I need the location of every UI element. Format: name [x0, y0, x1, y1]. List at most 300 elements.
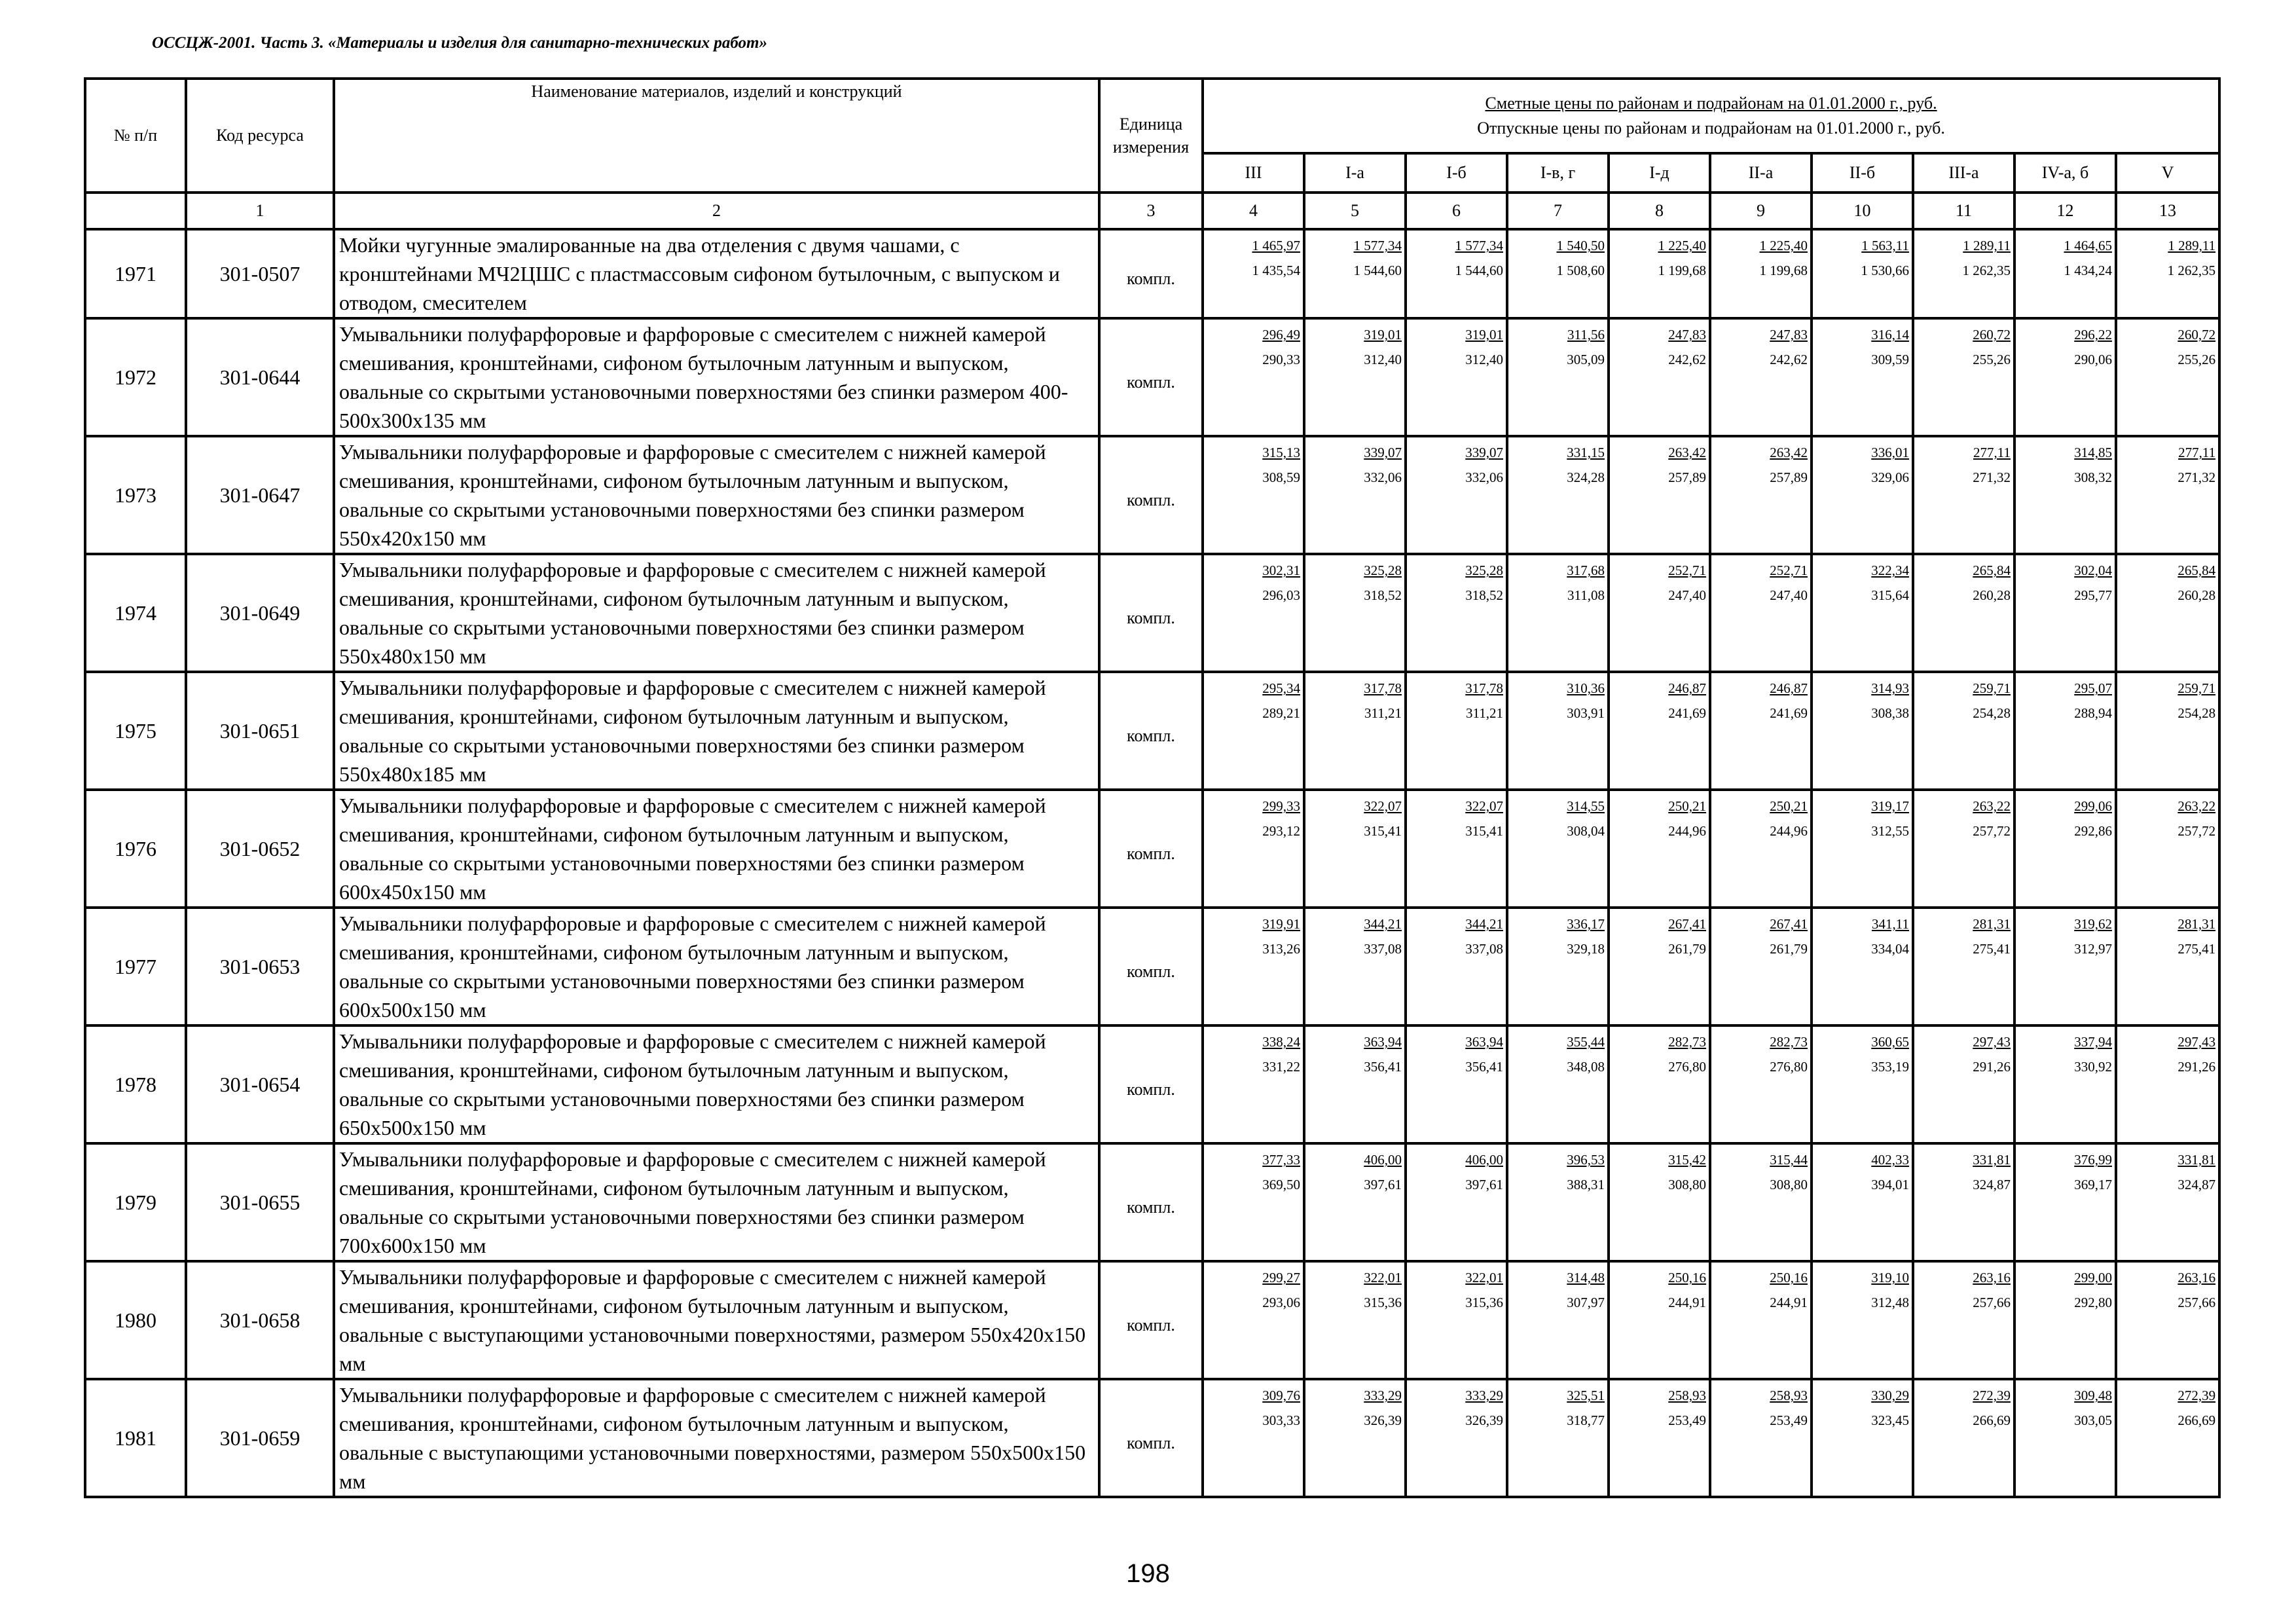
- price-cell: [1406, 229, 1507, 318]
- release-price: 296,03: [1262, 587, 1300, 603]
- price-cell: [2014, 554, 2116, 672]
- item-name: Умывальники полуфарфоровые и фарфоровые с смесителем с нижней камерой смешивания, кронштейнами, сифоном бутылочным латунным и выпуском, овальные со скрытыми установочными поверхностями без спинки размером 550x420x150 мм: [334, 436, 1099, 554]
- estimate-price: 319,62: [2074, 916, 2112, 932]
- estimate-price: 252,71: [1770, 563, 1808, 578]
- estimate-price: 310,36: [1567, 680, 1605, 696]
- price-cell: [1812, 318, 1913, 436]
- estimate-price: 260,72: [2178, 327, 2216, 342]
- release-price: 254,28: [2178, 705, 2216, 721]
- estimate-price: 281,31: [2178, 916, 2216, 932]
- price-cell: [2014, 1261, 2116, 1379]
- release-price: 311,21: [1466, 705, 1503, 721]
- release-price: 257,72: [1973, 823, 2011, 839]
- header-region: III-а: [1913, 153, 2014, 193]
- price-cell: [1812, 1379, 1913, 1497]
- price-cell: [1304, 1261, 1406, 1379]
- resource-code: 301-0644: [186, 318, 334, 436]
- estimate-price: 263,42: [1668, 445, 1706, 460]
- estimate-price: 319,01: [1364, 327, 1402, 342]
- estimate-price: 317,78: [1465, 680, 1503, 696]
- price-cell: [1913, 436, 2014, 554]
- header-row-column-numbers: [85, 193, 2219, 229]
- price-cell: [1609, 1143, 1710, 1261]
- price-cell: [2116, 672, 2219, 790]
- price-cell: [1507, 1143, 1609, 1261]
- price-cell: [1710, 229, 1812, 318]
- release-price: 1 530,66: [1861, 263, 1909, 278]
- release-price: 326,39: [1465, 1412, 1503, 1428]
- estimate-price: 333,29: [1364, 1388, 1402, 1403]
- estimate-price: 297,43: [2178, 1034, 2216, 1050]
- price-cell: [1913, 1025, 2014, 1143]
- estimate-price: 277,11: [1973, 445, 2011, 460]
- estimate-price: 1 465,97: [1252, 238, 1300, 253]
- release-price: 1 544,60: [1353, 263, 1402, 278]
- price-cell: [2116, 554, 2219, 672]
- header-name: Наименование материалов, изделий и конструкций: [334, 79, 1099, 193]
- unit-of-measure: компл.: [1099, 1143, 1203, 1261]
- unit-of-measure: компл.: [1099, 436, 1203, 554]
- release-price: 315,41: [1465, 823, 1503, 839]
- column-number: 8: [1609, 193, 1710, 229]
- price-cell: [1507, 672, 1609, 790]
- release-price: 253,49: [1770, 1412, 1808, 1428]
- price-cell: [1913, 908, 2014, 1025]
- estimate-price: 314,85: [2074, 445, 2112, 460]
- estimate-price: 316,14: [1871, 327, 1909, 342]
- unit-of-measure: компл.: [1099, 672, 1203, 790]
- price-cell: [1710, 672, 1812, 790]
- estimate-price: 246,87: [1770, 680, 1808, 696]
- release-price: 257,89: [1770, 470, 1808, 485]
- price-cell: [1913, 554, 2014, 672]
- estimate-price: 406,00: [1465, 1152, 1503, 1168]
- release-price: 305,09: [1567, 352, 1605, 367]
- estimate-price: 322,01: [1364, 1270, 1402, 1285]
- resource-code: 301-0654: [186, 1025, 334, 1143]
- release-price: 353,19: [1871, 1059, 1909, 1075]
- release-price: 315,41: [1364, 823, 1402, 839]
- estimate-price: 314,55: [1567, 798, 1605, 814]
- price-cell: [2014, 790, 2116, 908]
- price-cell: [2014, 1143, 2116, 1261]
- release-price: 332,06: [1364, 470, 1402, 485]
- release-price: 309,59: [1871, 352, 1909, 367]
- release-price: 260,28: [2178, 587, 2216, 603]
- row-number: 1981: [85, 1379, 186, 1497]
- release-price: 303,05: [2074, 1412, 2112, 1428]
- price-cell: [1406, 1143, 1507, 1261]
- release-price: 326,39: [1364, 1412, 1402, 1428]
- estimate-price: 247,83: [1770, 327, 1808, 342]
- header-region: III: [1203, 153, 1304, 193]
- price-cell: [1609, 436, 1710, 554]
- price-cell: [1609, 1379, 1710, 1497]
- table-row: [85, 1143, 2219, 1261]
- table-row: [85, 436, 2219, 554]
- price-cell: [1304, 554, 1406, 672]
- header-unit: Единица измерения: [1099, 79, 1203, 193]
- price-cell: [1812, 1025, 1913, 1143]
- release-price: 369,17: [2074, 1177, 2112, 1192]
- estimate-price: 319,91: [1262, 916, 1300, 932]
- release-price: 323,45: [1871, 1412, 1909, 1428]
- release-price: 1 544,60: [1455, 263, 1503, 278]
- unit-of-measure: компл.: [1099, 1379, 1203, 1497]
- release-price: 253,49: [1668, 1412, 1706, 1428]
- estimate-price: 1 464,65: [2064, 238, 2112, 253]
- release-price: 1 435,54: [1252, 263, 1300, 278]
- price-cell: [1304, 318, 1406, 436]
- estimate-price: 1 289,11: [2168, 238, 2216, 253]
- release-price: 337,08: [1465, 941, 1503, 957]
- column-number: 7: [1507, 193, 1609, 229]
- column-number: 10: [1812, 193, 1913, 229]
- estimate-price: 258,93: [1770, 1388, 1808, 1403]
- release-price: 255,26: [1973, 352, 2011, 367]
- estimate-price: 322,07: [1364, 798, 1402, 814]
- release-price: 311,21: [1364, 705, 1402, 721]
- release-price: 324,28: [1567, 470, 1605, 485]
- release-price: 271,32: [1973, 470, 2011, 485]
- release-price: 290,33: [1262, 352, 1300, 367]
- release-price: 247,40: [1668, 587, 1706, 603]
- price-cell: [2116, 1261, 2219, 1379]
- release-price: 356,41: [1364, 1059, 1402, 1075]
- estimate-price: 302,31: [1262, 563, 1300, 578]
- price-cell: [1507, 318, 1609, 436]
- release-price: 312,55: [1871, 823, 1909, 839]
- price-cell: [1304, 1143, 1406, 1261]
- estimate-price: 331,81: [1973, 1152, 2011, 1168]
- release-price: 292,80: [2074, 1295, 2112, 1310]
- estimate-price: 331,15: [1567, 445, 1605, 460]
- release-price: 307,97: [1567, 1295, 1605, 1310]
- estimate-price: 295,34: [1262, 680, 1300, 696]
- table-row: [85, 318, 2219, 436]
- release-price: 315,64: [1871, 587, 1909, 603]
- release-price: 334,04: [1871, 941, 1909, 957]
- release-price: 330,92: [2074, 1059, 2112, 1075]
- price-cell: [2116, 1379, 2219, 1497]
- release-price: 331,22: [1262, 1059, 1300, 1075]
- price-cell: [2116, 229, 2219, 318]
- estimate-price: 250,16: [1770, 1270, 1808, 1285]
- price-cell: [1812, 1261, 1913, 1379]
- estimate-price: 299,27: [1262, 1270, 1300, 1285]
- release-price: 291,26: [1973, 1059, 2011, 1075]
- release-price: 308,80: [1668, 1177, 1706, 1192]
- estimate-price: 299,06: [2074, 798, 2112, 814]
- price-cell: [1406, 790, 1507, 908]
- price-cell: [1203, 436, 1304, 554]
- header-row-prices: [85, 79, 2219, 153]
- estimate-price: 1 540,50: [1556, 238, 1605, 253]
- header-region: I-а: [1304, 153, 1406, 193]
- header-code: Код ресурса: [186, 79, 334, 193]
- estimate-price: 319,10: [1871, 1270, 1909, 1285]
- release-price: 271,32: [2178, 470, 2216, 485]
- estimate-price: 317,68: [1567, 563, 1605, 578]
- price-cell: [1710, 318, 1812, 436]
- price-cell: [1710, 436, 1812, 554]
- header-region: V: [2116, 153, 2219, 193]
- estimate-price: 282,73: [1668, 1034, 1706, 1050]
- price-cell: [1913, 229, 2014, 318]
- estimate-price: 258,93: [1668, 1388, 1706, 1403]
- estimate-price: 263,16: [2178, 1270, 2216, 1285]
- estimate-price: 339,07: [1465, 445, 1503, 460]
- release-price: 348,08: [1567, 1059, 1605, 1075]
- column-number: 2: [334, 193, 1099, 229]
- release-price: 275,41: [1973, 941, 2011, 957]
- price-cell: [1203, 908, 1304, 1025]
- row-number: 1979: [85, 1143, 186, 1261]
- price-cell: [2014, 1025, 2116, 1143]
- estimate-price: 263,22: [1973, 798, 2011, 814]
- release-price: 289,21: [1262, 705, 1300, 721]
- release-price: 1 199,68: [1658, 263, 1706, 278]
- price-cell: [1507, 436, 1609, 554]
- release-price: 312,40: [1465, 352, 1503, 367]
- price-cell: [1710, 908, 1812, 1025]
- estimate-price: 281,31: [1973, 916, 2011, 932]
- estimate-price: 315,42: [1668, 1152, 1706, 1168]
- price-cell: [1507, 790, 1609, 908]
- release-price: 318,52: [1364, 587, 1402, 603]
- release-price: 292,86: [2074, 823, 2112, 839]
- document-header: ОССЦЖ-2001. Часть 3. «Материалы и изделия для санитарно-технических работ»: [152, 34, 767, 52]
- price-cell: [1812, 672, 1913, 790]
- release-price: 303,33: [1262, 1412, 1300, 1428]
- price-cell: [1812, 436, 1913, 554]
- unit-of-measure: компл.: [1099, 790, 1203, 908]
- row-number: 1980: [85, 1261, 186, 1379]
- release-price: 291,26: [2178, 1059, 2216, 1075]
- release-price: 308,38: [1871, 705, 1909, 721]
- release-price: 318,77: [1567, 1412, 1605, 1428]
- resource-code: 301-0647: [186, 436, 334, 554]
- item-name: Умывальники полуфарфоровые и фарфоровые с смесителем с нижней камерой смешивания, кронштейнами, сифоном бутылочным латунным и выпуском, овальные с выступающими установочными поверхностями, размером 550x500x150 мм: [334, 1379, 1099, 1497]
- price-cell: [1710, 1143, 1812, 1261]
- price-cell: [1913, 1261, 2014, 1379]
- estimate-price: 314,48: [1567, 1270, 1605, 1285]
- release-price: 388,31: [1567, 1177, 1605, 1192]
- price-cell: [1710, 554, 1812, 672]
- table-row: [85, 790, 2219, 908]
- release-price: 303,91: [1567, 705, 1605, 721]
- column-number: 12: [2014, 193, 2116, 229]
- price-cell: [1913, 318, 2014, 436]
- price-cell: [1913, 1143, 2014, 1261]
- estimate-price: 363,94: [1465, 1034, 1503, 1050]
- price-cell: [1203, 1261, 1304, 1379]
- release-price: 241,69: [1770, 705, 1808, 721]
- header-prices: [1203, 79, 2219, 153]
- estimate-price: 355,44: [1567, 1034, 1605, 1050]
- resource-code: 301-0655: [186, 1143, 334, 1261]
- release-price: 318,52: [1465, 587, 1503, 603]
- resource-code: 301-0659: [186, 1379, 334, 1497]
- estimate-price: 246,87: [1668, 680, 1706, 696]
- price-cell: [1507, 554, 1609, 672]
- release-price: 257,89: [1668, 470, 1706, 485]
- price-cell: [1710, 1261, 1812, 1379]
- price-cell: [1203, 790, 1304, 908]
- release-price: 257,72: [2178, 823, 2216, 839]
- release-price: 356,41: [1465, 1059, 1503, 1075]
- header-region: I-в, г: [1507, 153, 1609, 193]
- item-name: Умывальники полуфарфоровые и фарфоровые с смесителем с нижней камерой смешивания, кронштейнами, сифоном бутылочным латунным и выпуском, овальные со скрытыми установочными поверхностями без спинки размером 650x500x150 мм: [334, 1025, 1099, 1143]
- unit-of-measure: компл.: [1099, 908, 1203, 1025]
- estimate-price: 1 563,11: [1861, 238, 1909, 253]
- item-name: Умывальники полуфарфоровые и фарфоровые с смесителем с нижней камерой смешивания, кронштейнами, сифоном бутылочным латунным и выпуском, овальные со скрытыми установочными поверхностями без спинки размером 700x600x150 мм: [334, 1143, 1099, 1261]
- estimate-price: 297,43: [1973, 1034, 2011, 1050]
- estimate-price: 267,41: [1668, 916, 1706, 932]
- estimate-price: 263,42: [1770, 445, 1808, 460]
- estimate-price: 315,44: [1770, 1152, 1808, 1168]
- release-price: 308,80: [1770, 1177, 1808, 1192]
- price-cell: [1507, 1261, 1609, 1379]
- release-price: 312,97: [2074, 941, 2112, 957]
- estimate-price: 333,29: [1465, 1388, 1503, 1403]
- row-number: 1973: [85, 436, 186, 554]
- row-number: 1972: [85, 318, 186, 436]
- release-price: 397,61: [1364, 1177, 1402, 1192]
- estimate-price: 325,28: [1364, 563, 1402, 578]
- release-price: 337,08: [1364, 941, 1402, 957]
- release-price: 244,91: [1668, 1295, 1706, 1310]
- item-name: Умывальники полуфарфоровые и фарфоровые с смесителем с нижней камерой смешивания, кронштейнами, сифоном бутылочным латунным и выпуском, овальные со скрытыми установочными поверхностями без спинки размером 550x480x185 мм: [334, 672, 1099, 790]
- row-number: 1974: [85, 554, 186, 672]
- header-region: II-б: [1812, 153, 1913, 193]
- estimate-price: 331,81: [2178, 1152, 2216, 1168]
- table-row: [85, 1025, 2219, 1143]
- price-cell: [1913, 1379, 2014, 1497]
- header-prices-estimate: Сметные цены по районам и подрайонам на 01.01.2000 г., руб.: [1485, 94, 1937, 113]
- resource-code: 301-0652: [186, 790, 334, 908]
- estimate-price: 263,22: [2178, 798, 2216, 814]
- price-cell: [1710, 790, 1812, 908]
- release-price: 255,26: [2178, 352, 2216, 367]
- unit-of-measure: компл.: [1099, 554, 1203, 672]
- price-cell: [1812, 1143, 1913, 1261]
- release-price: 308,32: [2074, 470, 2112, 485]
- release-price: 261,79: [1668, 941, 1706, 957]
- release-price: 260,28: [1973, 587, 2011, 603]
- table-row: [85, 1379, 2219, 1497]
- row-number: 1976: [85, 790, 186, 908]
- row-number: 1975: [85, 672, 186, 790]
- item-name: Умывальники полуфарфоровые и фарфоровые с смесителем с нижней камерой смешивания, кронштейнами, сифоном бутылочным латунным и выпуском, овальные со скрытыми установочными поверхностями без спинки размером 600x500x150 мм: [334, 908, 1099, 1025]
- estimate-price: 296,49: [1262, 327, 1300, 342]
- column-number: 6: [1406, 193, 1507, 229]
- column-number: 4: [1203, 193, 1304, 229]
- release-price: 324,87: [2178, 1177, 2216, 1192]
- price-cell: [2014, 908, 2116, 1025]
- price-cell: [1304, 1379, 1406, 1497]
- release-price: 308,59: [1262, 470, 1300, 485]
- release-price: 295,77: [2074, 587, 2112, 603]
- table-row: [85, 554, 2219, 672]
- estimate-price: 322,07: [1465, 798, 1503, 814]
- table-row: [85, 672, 2219, 790]
- price-cell: [2014, 1379, 2116, 1497]
- item-name: Мойки чугунные эмалированные на два отделения с двумя чашами, с кронштейнами МЧ2ЦШС с пластмассовым сифоном бутылочным, с выпуском и отводом, смесителем: [334, 229, 1099, 318]
- estimate-price: 299,00: [2074, 1270, 2112, 1285]
- price-cell: [1609, 1025, 1710, 1143]
- price-cell: [2116, 436, 2219, 554]
- unit-of-measure: компл.: [1099, 1025, 1203, 1143]
- release-price: 315,36: [1364, 1295, 1402, 1310]
- estimate-price: 317,78: [1364, 680, 1402, 696]
- price-cell: [2014, 318, 2116, 436]
- price-cell: [1812, 229, 1913, 318]
- release-price: 1 508,60: [1556, 263, 1605, 278]
- price-cell: [2014, 436, 2116, 554]
- estimate-price: 311,56: [1567, 327, 1605, 342]
- price-cell: [1406, 436, 1507, 554]
- header-num: № п/п: [85, 79, 186, 193]
- release-price: 288,94: [2074, 705, 2112, 721]
- price-cell: [1710, 1379, 1812, 1497]
- estimate-price: 295,07: [2074, 680, 2112, 696]
- price-cell: [1406, 554, 1507, 672]
- estimate-price: 265,84: [1973, 563, 2011, 578]
- estimate-price: 272,39: [1973, 1388, 2011, 1403]
- column-number: 5: [1304, 193, 1406, 229]
- table-row: [85, 908, 2219, 1025]
- release-price: 244,91: [1770, 1295, 1808, 1310]
- estimate-price: 377,33: [1262, 1152, 1300, 1168]
- price-cell: [1609, 908, 1710, 1025]
- price-cell: [1609, 790, 1710, 908]
- unit-of-measure: компл.: [1099, 1261, 1203, 1379]
- price-cell: [1203, 1379, 1304, 1497]
- price-cell: [2116, 790, 2219, 908]
- release-price: 293,06: [1262, 1295, 1300, 1310]
- estimate-price: 319,01: [1465, 327, 1503, 342]
- price-cell: [1710, 1025, 1812, 1143]
- item-name: Умывальники полуфарфоровые и фарфоровые с смесителем с нижней камерой смешивания, кронштейнами, сифоном бутылочным латунным и выпуском, овальные со скрытыми установочными поверхностями без спинки размером 600x450x150 мм: [334, 790, 1099, 908]
- release-price: 329,06: [1871, 470, 1909, 485]
- price-cell: [1609, 1261, 1710, 1379]
- release-price: 394,01: [1871, 1177, 1909, 1192]
- resource-code: 301-0658: [186, 1261, 334, 1379]
- estimate-price: 406,00: [1364, 1152, 1402, 1168]
- estimate-price: 338,24: [1262, 1034, 1300, 1050]
- column-number: 11: [1913, 193, 2014, 229]
- release-price: 324,87: [1973, 1177, 2011, 1192]
- price-cell: [2116, 1025, 2219, 1143]
- price-cell: [1203, 672, 1304, 790]
- price-cell: [1304, 229, 1406, 318]
- price-cell: [1609, 318, 1710, 436]
- release-price: 315,36: [1465, 1295, 1503, 1310]
- estimate-price: 322,01: [1465, 1270, 1503, 1285]
- price-cell: [2014, 229, 2116, 318]
- estimate-price: 309,48: [2074, 1388, 2112, 1403]
- price-cell: [1609, 229, 1710, 318]
- table-row: [85, 1261, 2219, 1379]
- item-name: Умывальники полуфарфоровые и фарфоровые с смесителем с нижней камерой смешивания, кронштейнами, сифоном бутылочным латунным и выпуском, овальные со скрытыми установочными поверхностями без спинки размером 400-500x300x135 мм: [334, 318, 1099, 436]
- table-row: [85, 229, 2219, 318]
- resource-code: 301-0651: [186, 672, 334, 790]
- estimate-price: 314,93: [1871, 680, 1909, 696]
- release-price: 329,18: [1567, 941, 1605, 957]
- price-cell: [1406, 1379, 1507, 1497]
- estimate-price: 267,41: [1770, 916, 1808, 932]
